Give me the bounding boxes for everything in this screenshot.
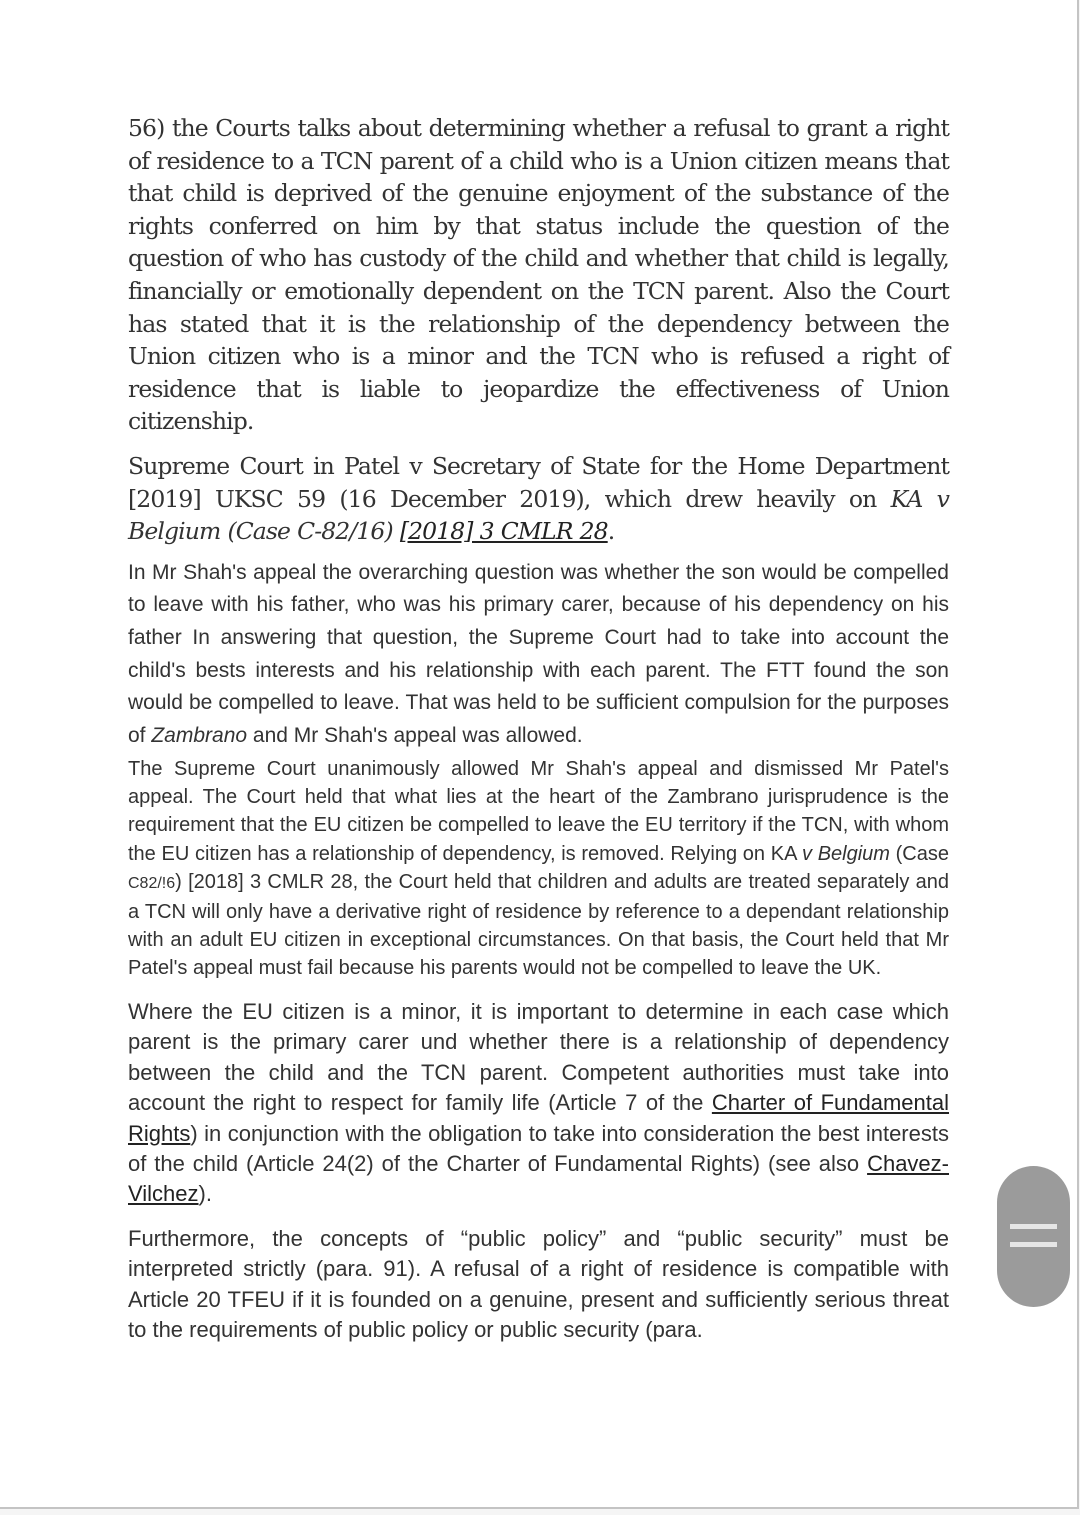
belgium-italic: v Belgium (802, 842, 890, 865)
zambrano-italic: Zambrano (151, 723, 248, 747)
paragraph-eu-minor (128, 997, 949, 1210)
charter-link[interactable]: Charter of Fundamental Rights (128, 1090, 950, 1146)
shah-text-end: and Mr Shah's appeal was allowed. (247, 723, 583, 747)
document-body (128, 112, 949, 1346)
minor-text-3: ). (198, 1181, 212, 1207)
paragraph-shah-appeal (128, 557, 949, 753)
ruling-text: The Supreme Court unanimously allowed Mr Shah's appeal and dismissed Mr Patel's appeal. The Court held that what lies at the heart of the Zambrano jurisprudence is the requirement that the EU citizen be compelled to leave the EU territory if the TCN, with whom the EU citizen has a relationship of dependency, is removed. Relying on KA (128, 758, 949, 865)
chavez-vilchez-link[interactable]: Chavez-Vilchez (128, 1151, 949, 1207)
drag-handle-icon (1010, 1242, 1057, 1247)
ruling-text-3: ) [2018] 3 CMLR 28, the Court held that children and adults are treated separately and a TCN will only have a derivative right of residence by reference to a dependant relationship with an adult EU citizen in exceptional circumstances. On that basis, the Court held that Mr Patel's appeal must fail because his parents would not be compelled to leave the UK. (128, 870, 949, 979)
paragraph-public-policy: Furthermore, the concepts of “public policy” and “public security” must be interpreted strictly (para. 91). A refusal of a right of residence is compatible with Article 20 TFEU if it is founded on a genuine, present and sufficiently serious threat to the requirements of public policy or public security (para. (128, 1225, 949, 1343)
citation-end: . (607, 517, 615, 546)
cmlr-citation-link[interactable]: [2018] 3 CMLR 28 (399, 517, 608, 546)
ruling-text-2: (Case (889, 842, 949, 865)
drag-handle-icon (1010, 1224, 1057, 1229)
minor-text-2: ) in conjunction with the obligation to take into consideration the best interests of the child (Article 24(2) of the Charter of Fundamental Rights) (see also (128, 1120, 949, 1177)
citation-text: Supreme Court in Patel v Secretary of State for the Home Department [2019] UKSC 59 (16 December 2019), which drew heavily on (128, 451, 949, 513)
minor-text: Where the EU citizen is a minor, it is important to determine in each case which parent is the primary carer und whether there is a relationship of dependency between the child and the TCN parent. Competent authorities must take into account the right to respect for family life (Article 7 of the (128, 999, 949, 1116)
shah-text: In Mr Shah's appeal the overarching question was whether the son would be compelled to leave with his father, who was his primary carer, because of his dependency on his father In answering that question, the Supreme Court had to take into account the child's bests interests and his relationship with each parent. The FTT found the son would be compelled to leave. That was held to be sufficient compulsion for the purposes of (128, 560, 949, 747)
paragraph-supreme-court-ruling (128, 755, 949, 982)
case-number: C82/!6 (128, 874, 176, 892)
paragraph-patel-citation (128, 450, 949, 548)
case-name-italic: KA v Belgium (Case C-82/16) (128, 484, 949, 546)
scroll-handle[interactable] (997, 1166, 1070, 1307)
paragraph-zambrano-criteria: 56) the Courts talks about determining whether a refusal to grant a right of residence to a TCN parent of a child who is a Union citizen means that that child is deprived of the genuine enjoyment of the substance of the rights conferred on him by that status include the question of the question of who has custody of the child and whether that child is legally, financially or emotionally dependent on the TCN parent. Also the Court has stated that it is the relationship of the dependency between the Union citizen who is a minor and the TCN who is refused a right of residence that is liable to jeopardize the effectiveness of Union citizenship. (128, 114, 949, 436)
